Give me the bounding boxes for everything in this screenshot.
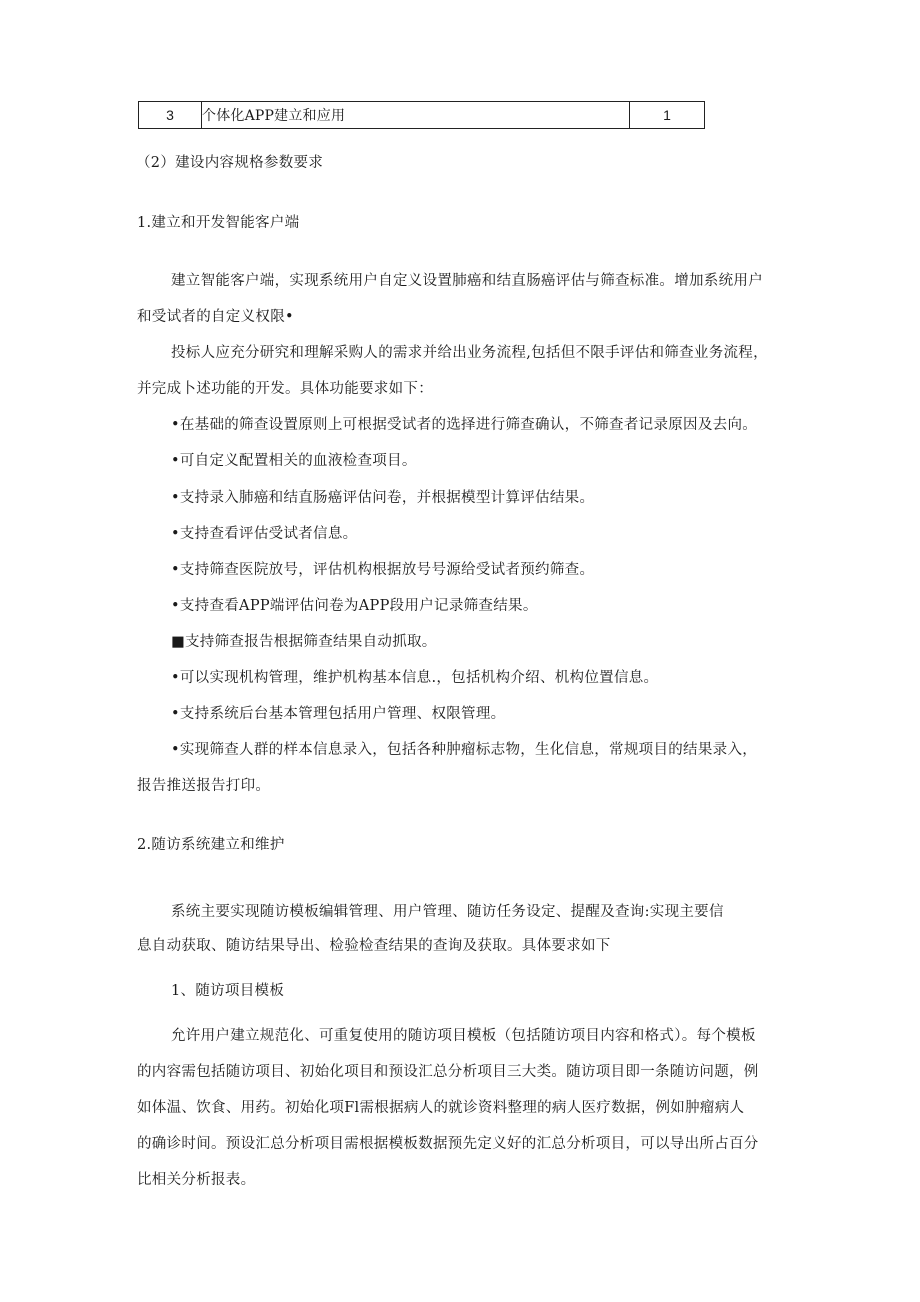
list-item: •支持筛查医院放号，评估机构根据放号号源给受试者预约筛查。 — [171, 562, 595, 578]
table-row — [139, 102, 705, 129]
list-item: •实现筛查人群的样本信息录入，包括各种肿瘤标志物，生化信息，常规项目的结果录入， — [171, 742, 758, 758]
part2-para2-line: 允许用户建立规范化、可重复使用的随访项目模板（包括随访项目内容和格式）。每个模板 — [171, 1028, 756, 1044]
part2-para2-line: 的内容需包括随访项目、初始化项目和预设汇总分析项目三大类。随访项目即一条随访问题，例 — [137, 1064, 759, 1080]
part2-heading: 2.随访系统建立和维护 — [137, 837, 285, 853]
part1-para1-line2: 和受试者的自定义权限• — [137, 309, 294, 325]
part2-para2-line: 比相关分析报表。 — [137, 1172, 256, 1188]
row-name-cell: 个体化APP建立和应用 — [202, 102, 630, 129]
part1-heading: 1.建立和开发智能客户端 — [137, 215, 300, 231]
list-item: •支持录入肺癌和结直肠癌评估问卷，并根据模型计算评估结果。 — [171, 490, 595, 506]
list-item: ■支持筛查报告根据筛查结果自动抓取。 — [171, 634, 437, 650]
spec-table — [138, 101, 705, 129]
list-item: •可以实现机构管理，维护机构基本信息.，包括机构介绍、机构位置信息。 — [171, 670, 659, 686]
list-item: •支持查看评估受试者信息。 — [171, 526, 358, 542]
row-quantity-cell: 1 — [630, 102, 705, 129]
list-item: •可自定义配置相关的血液检查项目。 — [171, 453, 417, 469]
list-item: •支持查看APP端评估问卷为APP段用户记录筛查结果。 — [171, 598, 538, 614]
list-item-continuation: 报告推送报告打印。 — [137, 778, 271, 794]
section-heading: （2）建设内容规格参数要求 — [136, 155, 324, 171]
part2-sub-heading: 1、随访项目模板 — [171, 983, 285, 999]
part2-para2-line: 的确诊时间。预设汇总分析项目需根据模板数据预先定义好的汇总分析项目，可以导出所占百分 — [137, 1136, 759, 1152]
part2-para1-line2: 息自动获取、随访结果导出、检验检查结果的查询及获取。具体要求如下 — [137, 938, 611, 954]
part1-para2-line1: 投标人应充分研究和理解采购人的需求并给出业务流程,包括但不限手评估和筛查业务流程， — [171, 345, 768, 361]
row-number-cell: 3 — [139, 102, 202, 129]
part2-para1-line1: 系统主要实现随访模板编辑管理、用户管理、随访任务设定、提醒及查询:实现主要信 — [171, 904, 724, 920]
part2-para2-line: 如体温、饮食、用药。初始化项Fl需根据病人的就诊资料整理的病人医疗数据，例如肿瘤病人 — [137, 1100, 745, 1116]
part1-para1-line1: 建立智能客户端，实现系统用户自定义设置肺癌和结直肠癌评估与筛查标准。增加系统用户 — [171, 273, 763, 289]
list-item: •在基础的筛查设置原则上可根据受试者的选择进行筛查确认，不筛查者记录原因及去向。 — [171, 417, 758, 433]
list-item: •支持系统后台基本管理包括用户管理、权限管理。 — [171, 706, 506, 722]
part1-para2-line2: 并完成卜述功能的开发。具体功能要求如下： — [137, 381, 433, 397]
